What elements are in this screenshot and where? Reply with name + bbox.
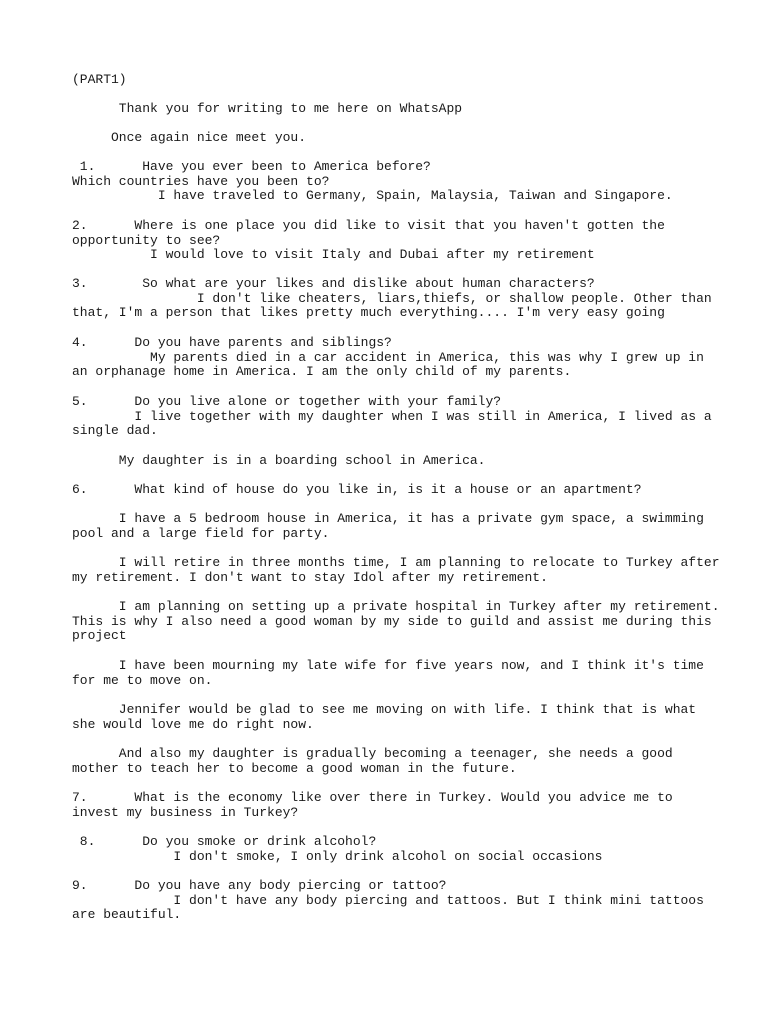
answer-text: My parents died in a car accident in America, this was why I grew up in xyxy=(72,349,704,365)
paragraph-jennifer xyxy=(72,703,712,732)
answer-text: that, I'm a person that likes pretty much everything.... I'm very easy going xyxy=(72,305,665,321)
question-text: Which countries have you been to? xyxy=(72,173,330,189)
text-line: project xyxy=(72,628,127,644)
question-1 xyxy=(72,160,712,204)
paragraph-hospital xyxy=(72,599,720,644)
part-heading xyxy=(72,73,712,88)
text-line: (PART1) xyxy=(72,72,127,87)
question-text: 7. What is the economy like over there in Turkey. Would you advice me to xyxy=(72,790,673,805)
question-text: invest my business in Turkey? xyxy=(72,804,299,820)
question-7 xyxy=(72,791,712,820)
greeting-line xyxy=(72,102,712,117)
text-line: she would love me do right now. xyxy=(72,716,314,732)
greeting-line xyxy=(72,131,712,146)
question-3 xyxy=(72,277,712,321)
question-5 xyxy=(72,395,712,439)
question-text: 6. What kind of house do you like in, is it a house or an apartment? xyxy=(72,482,642,497)
text-line: Jennifer would be glad to see me moving on with life. I think that is what xyxy=(72,702,697,717)
answer-text: I don't have any body piercing and tattoos. But I think mini tattoos xyxy=(72,892,704,908)
answer-text: single dad. xyxy=(72,423,158,439)
text-line: And also my daughter is gradually becoming a teenager, she needs a good xyxy=(72,746,673,761)
question-text: 2. Where is one place you did like to visit that you haven't gotten the xyxy=(72,218,665,233)
paragraph-teenager xyxy=(72,747,712,776)
answer-text: are beautiful. xyxy=(72,907,182,923)
text-line: pool and a large field for party. xyxy=(72,525,330,541)
text-line: Thank you for writing to me here on WhatsApp xyxy=(72,101,463,116)
text-line: for me to move on. xyxy=(72,672,213,688)
question-9 xyxy=(72,879,712,923)
question-text: 8. Do you smoke or drink alcohol? xyxy=(72,834,377,849)
text-line: Once again nice meet you. xyxy=(72,130,307,145)
text-line: my retirement. I don't want to stay Idol after my retirement. xyxy=(72,569,548,585)
paragraph-mourning xyxy=(72,659,712,688)
question-6 xyxy=(72,483,712,498)
text-line: I will retire in three months time, I am planning to relocate to Turkey after xyxy=(72,555,720,570)
question-8 xyxy=(72,835,712,864)
answer-text: I live together with my daughter when I was still in America, I lived as a xyxy=(72,408,712,424)
question-text: 1. Have you ever been to America before? xyxy=(72,159,431,174)
answer-text: I don't like cheaters, liars,thiefs, or shallow people. Other than xyxy=(72,290,712,306)
question-text: 9. Do you have any body piercing or tattoo? xyxy=(72,878,447,893)
question-text: 3. So what are your likes and dislike about human characters? xyxy=(72,276,595,291)
text-line: This is why I also need a good woman by my side to guild and assist me during this xyxy=(72,613,712,629)
text-line: I have been mourning my late wife for five years now, and I think it's time xyxy=(72,658,704,673)
question-text: 5. Do you live alone or together with your family? xyxy=(72,394,502,409)
question-2 xyxy=(72,219,712,263)
text-line: I am planning on setting up a private hospital in Turkey after my retirement. xyxy=(72,599,720,614)
text-line: I have a 5 bedroom house in America, it has a private gym space, a swimming xyxy=(72,511,704,526)
text-line: mother to teach her to become a good woman in the future. xyxy=(72,760,517,776)
paragraph-house xyxy=(72,512,712,541)
text-line: My daughter is in a boarding school in America. xyxy=(72,453,486,468)
answer-text: an orphanage home in America. I am the only child of my parents. xyxy=(72,364,572,380)
answer-text: I have traveled to Germany, Spain, Malaysia, Taiwan and Singapore. xyxy=(72,188,673,204)
question-text: opportunity to see? xyxy=(72,232,221,248)
answer-text: I would love to visit Italy and Dubai after my retirement xyxy=(72,247,595,263)
answer-text: I don't smoke, I only drink alcohol on social occasions xyxy=(72,848,603,864)
paragraph-retirement xyxy=(72,555,720,585)
paragraph-daughter xyxy=(72,454,712,469)
question-text: 4. Do you have parents and siblings? xyxy=(72,335,392,350)
question-4 xyxy=(72,336,712,380)
